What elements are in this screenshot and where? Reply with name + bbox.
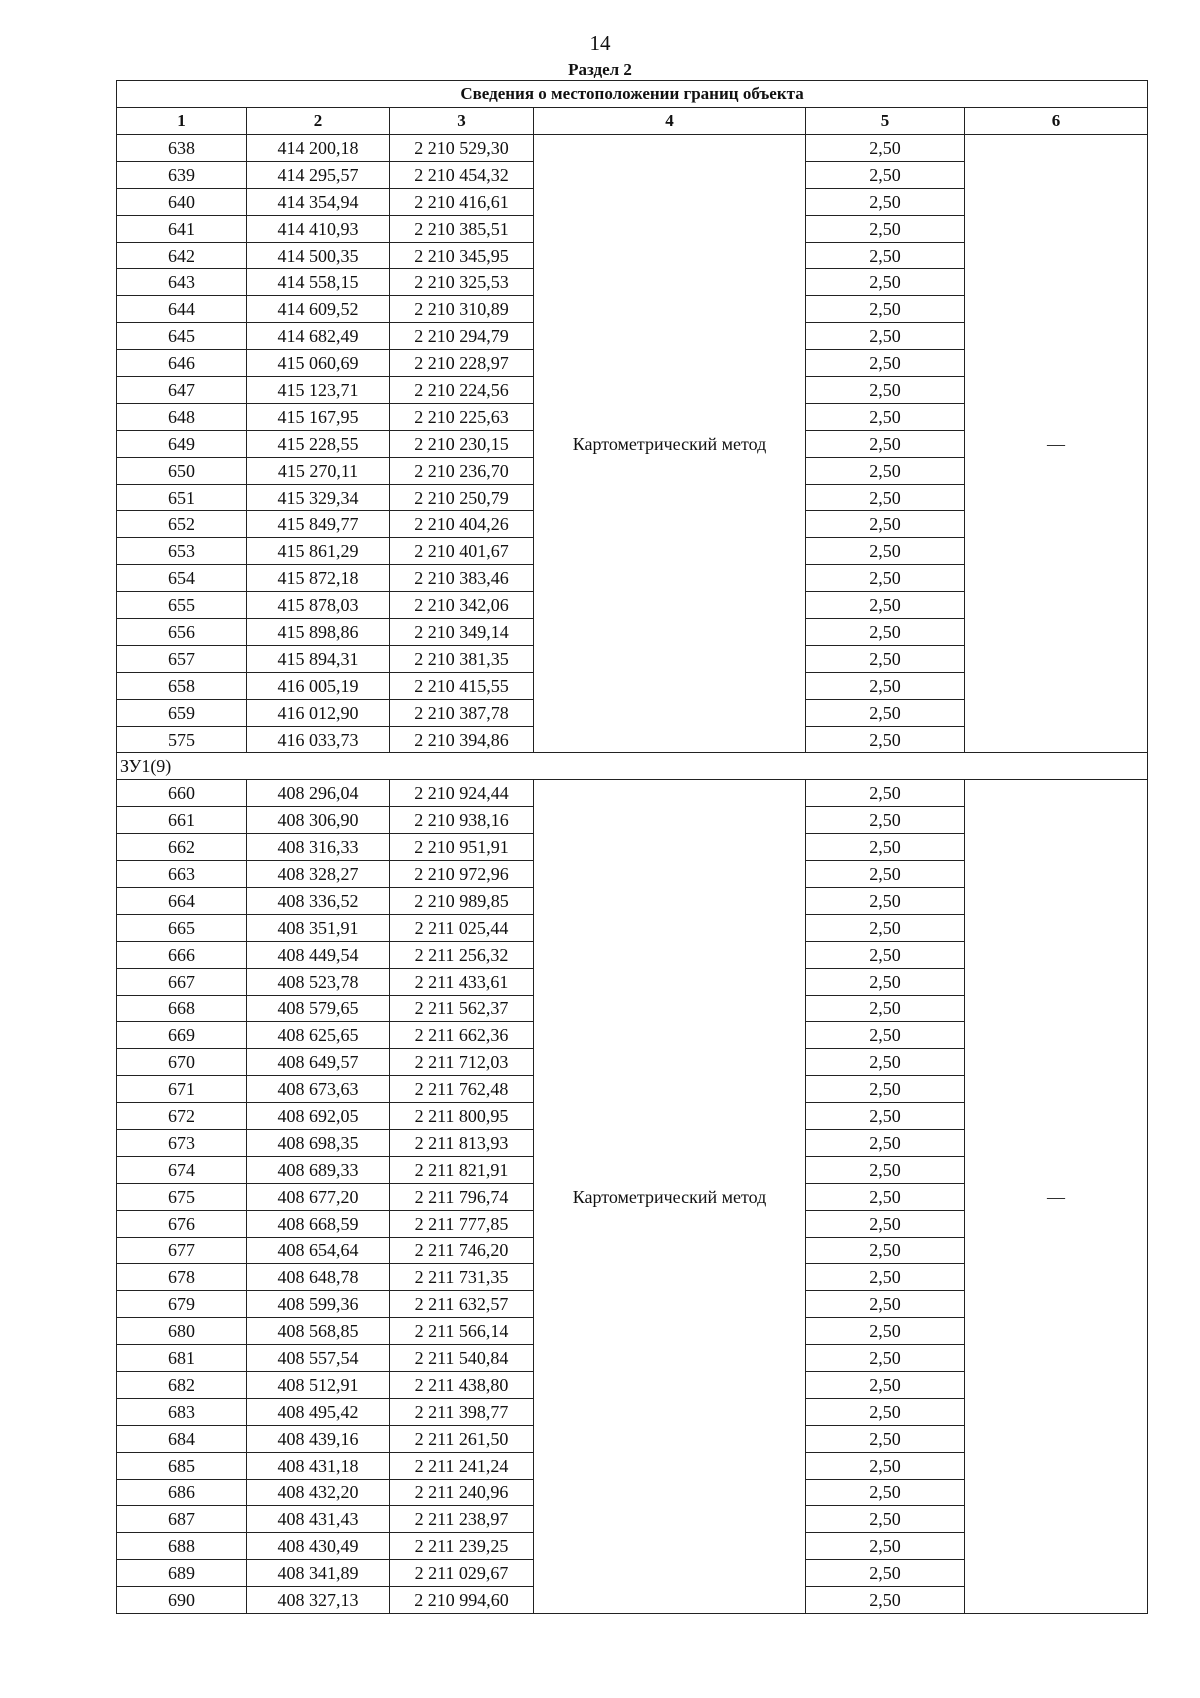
coord-y-cell: 2 210 349,14 [390,619,534,646]
section-title: Раздел 2 [568,60,632,79]
accuracy-cell: 2,50 [806,161,965,188]
coord-x-cell: 408 654,64 [247,1237,390,1264]
accuracy-cell: 2,50 [806,296,965,323]
coord-y-cell: 2 210 972,96 [390,861,534,888]
coord-x-cell: 414 354,94 [247,188,390,215]
point-number-cell: 645 [117,323,247,350]
group-label: ЗУ1(9) [117,753,1148,780]
point-number-cell: 638 [117,135,247,162]
coord-y-cell: 2 210 310,89 [390,296,534,323]
point-number-cell: 649 [117,430,247,457]
accuracy-cell: 2,50 [806,1156,965,1183]
coord-y-cell: 2 210 994,60 [390,1587,534,1614]
point-number-cell: 650 [117,457,247,484]
point-number-cell: 688 [117,1533,247,1560]
point-number-cell: 640 [117,188,247,215]
accuracy-cell: 2,50 [806,269,965,296]
accuracy-cell: 2,50 [806,350,965,377]
coord-y-cell: 2 210 989,85 [390,887,534,914]
accuracy-cell: 2,50 [806,1479,965,1506]
coord-x-cell: 414 500,35 [247,242,390,269]
coord-x-cell: 408 328,27 [247,861,390,888]
coord-x-cell: 408 649,57 [247,1049,390,1076]
point-number-cell: 669 [117,1022,247,1049]
accuracy-cell: 2,50 [806,511,965,538]
coord-y-cell: 2 210 345,95 [390,242,534,269]
point-number-cell: 642 [117,242,247,269]
accuracy-cell: 2,50 [806,430,965,457]
point-number-cell: 663 [117,861,247,888]
coord-x-cell: 408 512,91 [247,1371,390,1398]
coord-x-cell: 408 316,33 [247,834,390,861]
accuracy-cell: 2,50 [806,807,965,834]
coord-x-cell: 408 431,18 [247,1452,390,1479]
coord-x-cell: 408 673,63 [247,1076,390,1103]
accuracy-cell: 2,50 [806,861,965,888]
point-number-cell: 639 [117,161,247,188]
point-number-cell: 683 [117,1398,247,1425]
accuracy-cell: 2,50 [806,645,965,672]
column-header-2: 2 [247,108,390,135]
accuracy-cell: 2,50 [806,672,965,699]
coord-y-cell: 2 210 383,46 [390,565,534,592]
coord-y-cell: 2 210 250,79 [390,484,534,511]
coord-x-cell: 415 878,03 [247,592,390,619]
point-number-cell: 658 [117,672,247,699]
coord-x-cell: 408 523,78 [247,968,390,995]
coord-y-cell: 2 210 924,44 [390,780,534,807]
coord-x-cell: 415 123,71 [247,377,390,404]
accuracy-cell: 2,50 [806,1318,965,1345]
coord-x-cell: 408 677,20 [247,1183,390,1210]
accuracy-cell: 2,50 [806,1129,965,1156]
accuracy-cell: 2,50 [806,1371,965,1398]
accuracy-cell: 2,50 [806,780,965,807]
accuracy-cell: 2,50 [806,242,965,269]
accuracy-cell: 2,50 [806,968,965,995]
point-number-cell: 575 [117,726,247,753]
accuracy-cell: 2,50 [806,457,965,484]
accuracy-cell: 2,50 [806,1237,965,1264]
coord-y-cell: 2 211 566,14 [390,1318,534,1345]
column-header-1: 1 [117,108,247,135]
coord-x-cell: 416 005,19 [247,672,390,699]
coord-y-cell: 2 210 385,51 [390,215,534,242]
coord-y-cell: 2 211 540,84 [390,1345,534,1372]
coord-x-cell: 408 689,33 [247,1156,390,1183]
coord-x-cell: 415 894,31 [247,645,390,672]
coord-y-cell: 2 210 394,86 [390,726,534,753]
coord-x-cell: 415 270,11 [247,457,390,484]
coord-y-cell: 2 211 562,37 [390,995,534,1022]
coord-y-cell: 2 210 342,06 [390,592,534,619]
coord-x-cell: 408 668,59 [247,1210,390,1237]
point-number-cell: 660 [117,780,247,807]
point-number-cell: 684 [117,1425,247,1452]
boundary-table [116,80,1148,1614]
coord-x-cell: 408 599,36 [247,1291,390,1318]
coord-y-cell: 2 211 029,67 [390,1560,534,1587]
coord-y-cell: 2 211 632,57 [390,1291,534,1318]
accuracy-cell: 2,50 [806,1506,965,1533]
coord-x-cell: 415 898,86 [247,619,390,646]
accuracy-cell: 2,50 [806,135,965,162]
point-number-cell: 670 [117,1049,247,1076]
coord-y-cell: 2 211 712,03 [390,1049,534,1076]
coord-y-cell: 2 210 294,79 [390,323,534,350]
point-number-cell: 685 [117,1452,247,1479]
coord-x-cell: 414 410,93 [247,215,390,242]
accuracy-cell: 2,50 [806,1425,965,1452]
point-number-cell: 681 [117,1345,247,1372]
point-number-cell: 653 [117,538,247,565]
column-number-row [117,108,1148,135]
accuracy-cell: 2,50 [806,1049,965,1076]
coord-y-cell: 2 210 454,32 [390,161,534,188]
coord-x-cell: 408 692,05 [247,1103,390,1130]
coord-y-cell: 2 210 415,55 [390,672,534,699]
point-number-cell: 672 [117,1103,247,1130]
point-number-cell: 676 [117,1210,247,1237]
accuracy-cell: 2,50 [806,403,965,430]
coord-y-cell: 2 211 731,35 [390,1264,534,1291]
coord-y-cell: 2 211 438,80 [390,1371,534,1398]
coord-y-cell: 2 210 236,70 [390,457,534,484]
point-number-cell: 643 [117,269,247,296]
coord-x-cell: 408 296,04 [247,780,390,807]
coord-y-cell: 2 211 261,50 [390,1425,534,1452]
coord-y-cell: 2 211 239,25 [390,1533,534,1560]
point-number-cell: 689 [117,1560,247,1587]
point-number-cell: 654 [117,565,247,592]
accuracy-cell: 2,50 [806,1103,965,1130]
coord-y-cell: 2 211 398,77 [390,1398,534,1425]
point-number-cell: 641 [117,215,247,242]
point-number-cell: 686 [117,1479,247,1506]
point-number-cell: 646 [117,350,247,377]
coord-x-cell: 408 431,43 [247,1506,390,1533]
point-number-cell: 664 [117,887,247,914]
coord-y-cell: 2 211 821,91 [390,1156,534,1183]
point-number-cell: 671 [117,1076,247,1103]
coord-x-cell: 415 329,34 [247,484,390,511]
coord-x-cell: 415 861,29 [247,538,390,565]
coord-y-cell: 2 210 529,30 [390,135,534,162]
coord-y-cell: 2 211 746,20 [390,1237,534,1264]
accuracy-cell: 2,50 [806,323,965,350]
point-number-cell: 673 [117,1129,247,1156]
coord-x-cell: 408 557,54 [247,1345,390,1372]
col6-cell: — [965,780,1148,1614]
coord-y-cell: 2 211 662,36 [390,1022,534,1049]
coord-y-cell: 2 210 401,67 [390,538,534,565]
accuracy-cell: 2,50 [806,565,965,592]
coord-x-cell: 414 609,52 [247,296,390,323]
table-body [117,135,1148,1614]
coord-x-cell: 408 625,65 [247,1022,390,1049]
coord-y-cell: 2 210 224,56 [390,377,534,404]
accuracy-cell: 2,50 [806,887,965,914]
point-number-cell: 674 [117,1156,247,1183]
coord-y-cell: 2 211 240,96 [390,1479,534,1506]
accuracy-cell: 2,50 [806,995,965,1022]
accuracy-cell: 2,50 [806,619,965,646]
coord-y-cell: 2 211 777,85 [390,1210,534,1237]
coord-x-cell: 415 849,77 [247,511,390,538]
point-number-cell: 647 [117,377,247,404]
accuracy-cell: 2,50 [806,1533,965,1560]
accuracy-cell: 2,50 [806,538,965,565]
coord-y-cell: 2 211 796,74 [390,1183,534,1210]
table-row [117,135,1148,162]
point-number-cell: 659 [117,699,247,726]
coord-y-cell: 2 210 225,63 [390,403,534,430]
coord-x-cell: 414 200,18 [247,135,390,162]
coord-y-cell: 2 210 325,53 [390,269,534,296]
coord-x-cell: 408 327,13 [247,1587,390,1614]
coord-y-cell: 2 211 241,24 [390,1452,534,1479]
group-label-row [117,753,1148,780]
coord-x-cell: 416 012,90 [247,699,390,726]
coord-y-cell: 2 211 025,44 [390,914,534,941]
coord-x-cell: 415 228,55 [247,430,390,457]
col6-cell: — [965,135,1148,753]
accuracy-cell: 2,50 [806,1398,965,1425]
point-number-cell: 675 [117,1183,247,1210]
point-number-cell: 678 [117,1264,247,1291]
coord-x-cell: 408 306,90 [247,807,390,834]
coord-x-cell: 415 060,69 [247,350,390,377]
accuracy-cell: 2,50 [806,1587,965,1614]
column-header-5: 5 [806,108,965,135]
coord-x-cell: 408 648,78 [247,1264,390,1291]
coord-y-cell: 2 210 387,78 [390,699,534,726]
point-number-cell: 679 [117,1291,247,1318]
coord-y-cell: 2 210 404,26 [390,511,534,538]
coord-x-cell: 408 341,89 [247,1560,390,1587]
coord-x-cell: 414 558,15 [247,269,390,296]
coord-y-cell: 2 210 228,97 [390,350,534,377]
coord-y-cell: 2 210 416,61 [390,188,534,215]
coord-x-cell: 408 568,85 [247,1318,390,1345]
coord-x-cell: 408 698,35 [247,1129,390,1156]
column-header-4: 4 [534,108,806,135]
accuracy-cell: 2,50 [806,1345,965,1372]
point-number-cell: 690 [117,1587,247,1614]
coord-x-cell: 408 351,91 [247,914,390,941]
coord-x-cell: 408 579,65 [247,995,390,1022]
coord-y-cell: 2 210 230,15 [390,430,534,457]
point-number-cell: 661 [117,807,247,834]
coord-x-cell: 416 033,73 [247,726,390,753]
accuracy-cell: 2,50 [806,215,965,242]
point-number-cell: 665 [117,914,247,941]
point-number-cell: 648 [117,403,247,430]
accuracy-cell: 2,50 [806,941,965,968]
column-header-3: 3 [390,108,534,135]
accuracy-cell: 2,50 [806,1560,965,1587]
point-number-cell: 668 [117,995,247,1022]
accuracy-cell: 2,50 [806,484,965,511]
coord-x-cell: 408 439,16 [247,1425,390,1452]
point-number-cell: 687 [117,1506,247,1533]
coord-x-cell: 408 495,42 [247,1398,390,1425]
coord-y-cell: 2 211 762,48 [390,1076,534,1103]
point-number-cell: 656 [117,619,247,646]
coord-x-cell: 414 295,57 [247,161,390,188]
column-header-6: 6 [965,108,1148,135]
point-number-cell: 651 [117,484,247,511]
coord-x-cell: 415 872,18 [247,565,390,592]
accuracy-cell: 2,50 [806,834,965,861]
accuracy-cell: 2,50 [806,1022,965,1049]
point-number-cell: 666 [117,941,247,968]
accuracy-cell: 2,50 [806,1452,965,1479]
coord-x-cell: 408 449,54 [247,941,390,968]
accuracy-cell: 2,50 [806,377,965,404]
coord-y-cell: 2 210 938,16 [390,807,534,834]
coord-y-cell: 2 210 951,91 [390,834,534,861]
accuracy-cell: 2,50 [806,1264,965,1291]
accuracy-cell: 2,50 [806,726,965,753]
point-number-cell: 677 [117,1237,247,1264]
coord-y-cell: 2 211 433,61 [390,968,534,995]
coord-x-cell: 408 336,52 [247,887,390,914]
point-number-cell: 644 [117,296,247,323]
method-cell: Картометрический метод [534,135,806,753]
coord-x-cell: 408 430,49 [247,1533,390,1560]
accuracy-cell: 2,50 [806,1076,965,1103]
table-row [117,780,1148,807]
accuracy-cell: 2,50 [806,914,965,941]
point-number-cell: 657 [117,645,247,672]
coord-y-cell: 2 211 813,93 [390,1129,534,1156]
coord-y-cell: 2 210 381,35 [390,645,534,672]
point-number-cell: 680 [117,1318,247,1345]
accuracy-cell: 2,50 [806,1183,965,1210]
accuracy-cell: 2,50 [806,592,965,619]
coord-x-cell: 414 682,49 [247,323,390,350]
accuracy-cell: 2,50 [806,1291,965,1318]
coord-x-cell: 408 432,20 [247,1479,390,1506]
point-number-cell: 662 [117,834,247,861]
page-number: 14 [589,31,611,55]
accuracy-cell: 2,50 [806,1210,965,1237]
point-number-cell: 655 [117,592,247,619]
coord-y-cell: 2 211 800,95 [390,1103,534,1130]
point-number-cell: 652 [117,511,247,538]
coord-x-cell: 415 167,95 [247,403,390,430]
accuracy-cell: 2,50 [806,699,965,726]
coord-y-cell: 2 211 256,32 [390,941,534,968]
coord-y-cell: 2 211 238,97 [390,1506,534,1533]
point-number-cell: 682 [117,1371,247,1398]
method-cell: Картометрический метод [534,780,806,1614]
accuracy-cell: 2,50 [806,188,965,215]
table-caption: Сведения о местоположении границ объекта [117,81,1148,108]
point-number-cell: 667 [117,968,247,995]
